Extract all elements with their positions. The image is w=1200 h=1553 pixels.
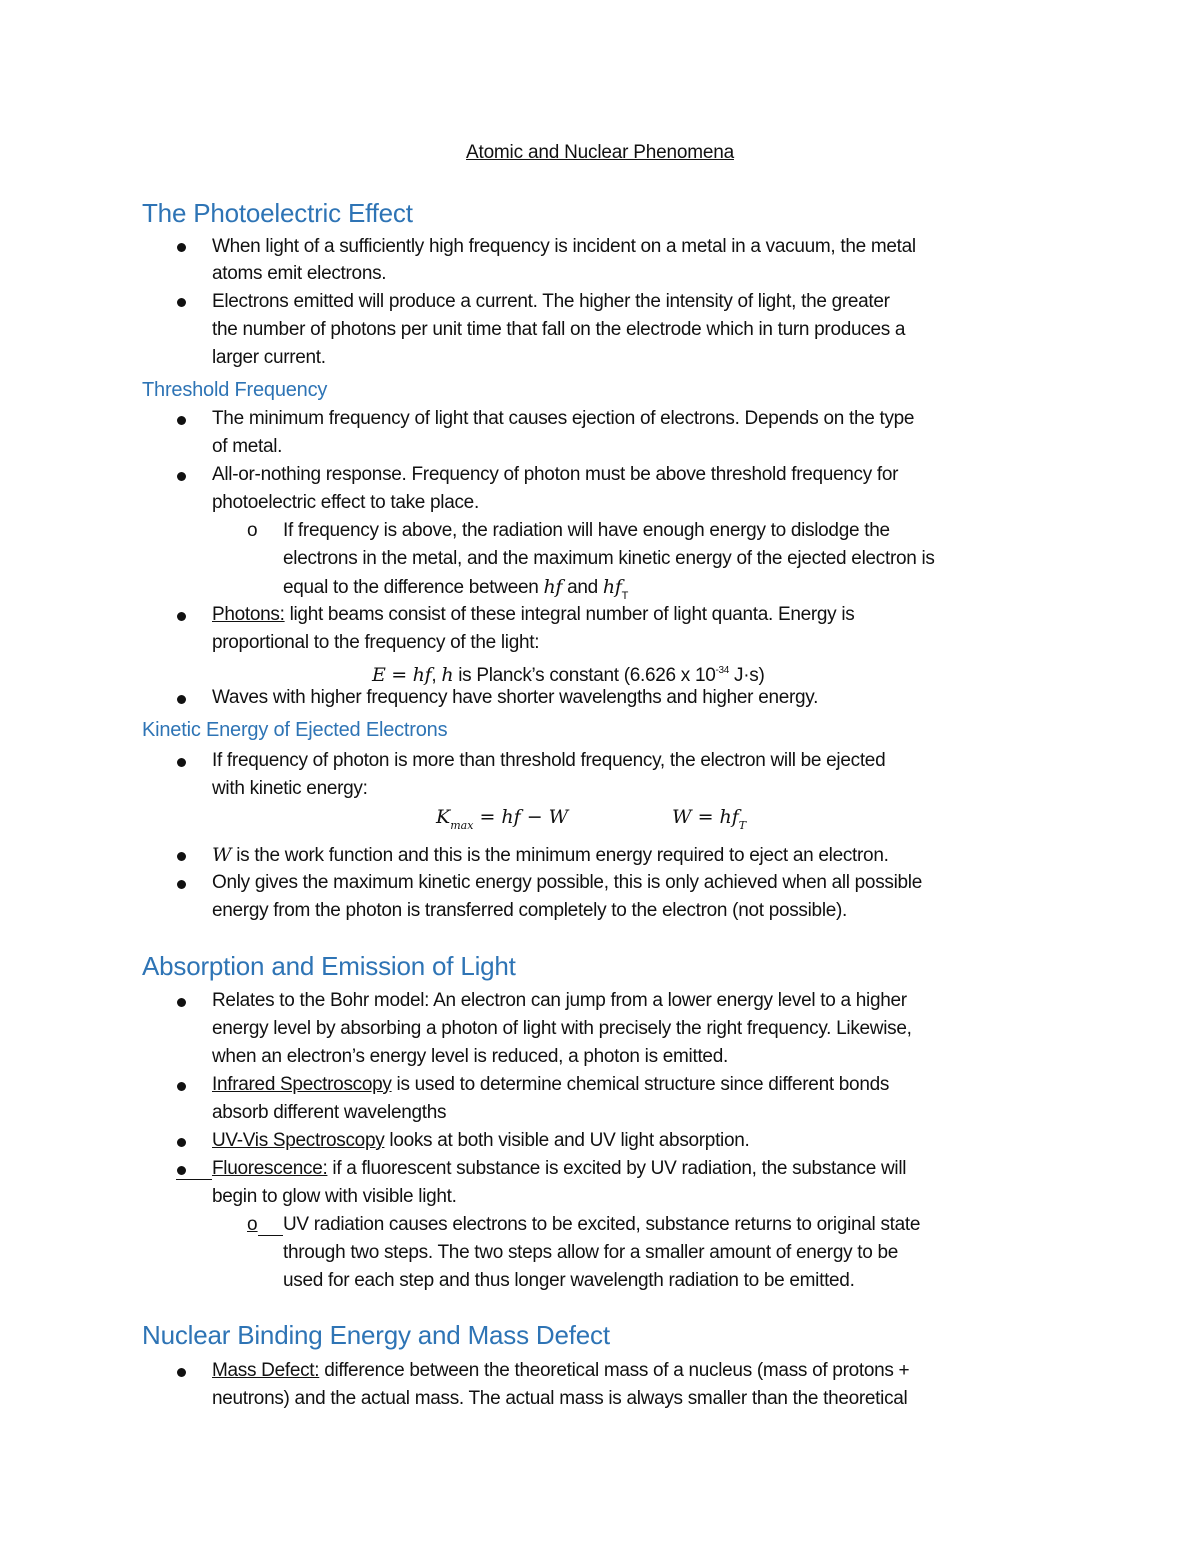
- text-line: All-or-nothing response. Frequency of photon must be above threshold frequency for: [212, 464, 899, 485]
- text-line: through two steps. The two steps allow for a smaller amount of energy to be: [283, 1242, 899, 1263]
- heading-threshold-frequency: Threshold Frequency: [142, 379, 328, 401]
- text-line: when an electron’s energy level is reduced, a photon is emitted.: [212, 1046, 728, 1067]
- bullet-icon: [177, 695, 186, 704]
- bullet-icon: [177, 243, 186, 252]
- bullet-icon: [177, 1138, 186, 1147]
- text-line: Photons: light beams consist of these integral number of light quanta. Energy is: [212, 604, 855, 625]
- text-line: used for each step and thus longer wavelength radiation to be emitted.: [283, 1270, 855, 1291]
- text-line: Electrons emitted will produce a current. The higher the intensity of light, the greater: [212, 291, 890, 312]
- text-line: absorb different wavelengths: [212, 1102, 447, 1123]
- text-line: neutrons) and the actual mass. The actual mass is always smaller than the theoretical: [212, 1388, 908, 1409]
- bullet-icon: [177, 612, 186, 621]
- text-line: Mass Defect: difference between the theoretical mass of a nucleus (mass of protons +: [212, 1360, 910, 1381]
- bullet-icon: [177, 1368, 186, 1377]
- kinetic-energy-equation: $K_{max}$ = hf − W: [436, 806, 569, 832]
- bullet-icon: [177, 852, 186, 861]
- text-line: with kinetic energy:: [212, 778, 368, 799]
- sub-bullet-icon: o: [247, 1214, 258, 1235]
- term-mass-defect: Mass Defect:: [212, 1360, 320, 1381]
- text-line: When light of a sufficiently high frequency is incident on a metal in a vacuum, the metal: [212, 236, 916, 257]
- bullet-icon: [177, 416, 186, 425]
- underline-decoration: [258, 1235, 283, 1236]
- bullet-icon: [177, 472, 186, 481]
- text-line: atoms emit electrons.: [212, 263, 387, 284]
- bullet-icon: [177, 998, 186, 1007]
- heading-photoelectric-effect: The Photoelectric Effect: [142, 198, 413, 228]
- heading-kinetic-energy: Kinetic Energy of Ejected Electrons: [142, 719, 448, 741]
- text-line: Relates to the Bohr model: An electron can jump from a lower energy level to a higher: [212, 990, 907, 1011]
- bullet-icon: [177, 758, 186, 767]
- heading-nuclear-binding-energy: Nuclear Binding Energy and Mass Defect: [142, 1320, 610, 1350]
- sub-bullet-icon: o: [247, 520, 258, 541]
- term-photons: Photons:: [212, 604, 285, 625]
- text-line: Fluorescence: if a fluorescent substance is excited by UV radiation, the substance will: [212, 1158, 907, 1179]
- text-line: photoelectric effect to take place.: [212, 492, 479, 513]
- bullet-icon: [177, 880, 186, 889]
- bullet-icon: [177, 1082, 186, 1091]
- underline-decoration: [176, 1179, 212, 1180]
- planck-equation: E = hf, h is Planck’s constant (6.626 x $10^{-34}$ J·s): [372, 664, 765, 686]
- text-line: The minimum frequency of light that causes ejection of electrons. Depends on the type: [212, 408, 915, 429]
- text-line: electrons in the metal, and the maximum kinetic energy of the ejected electron is: [283, 548, 935, 569]
- text-line: UV radiation causes electrons to be excited, substance returns to original state: [283, 1214, 921, 1235]
- text-line: Only gives the maximum kinetic energy possible, this is only achieved when all possible: [212, 872, 922, 893]
- heading-absorption-emission: Absorption and Emission of Light: [142, 951, 516, 981]
- text-line: UV-Vis Spectroscopy looks at both visible and UV light absorption.: [212, 1130, 750, 1151]
- term-infrared-spectroscopy: Infrared Spectroscopy: [212, 1074, 392, 1095]
- text-line: If frequency of photon is more than threshold frequency, the electron will be ejected: [212, 750, 886, 771]
- bullet-icon: [177, 1166, 186, 1175]
- bullet-icon: [177, 298, 186, 307]
- text-line: W is the work function and this is the minimum energy required to eject an electron.: [212, 844, 889, 866]
- text-line: energy from the photon is transferred completely to the electron (not possible).: [212, 900, 848, 921]
- text-line: energy level by absorbing a photon of light with precisely the right frequency. Likewise,: [212, 1018, 912, 1039]
- text-line: of metal.: [212, 436, 283, 457]
- text-line: Waves with higher frequency have shorter wavelengths and higher energy.: [212, 687, 819, 708]
- term-uv-vis-spectroscopy: UV-Vis Spectroscopy: [212, 1130, 385, 1151]
- text-line: Infrared Spectroscopy is used to determine chemical structure since different bonds: [212, 1074, 890, 1095]
- text-line: the number of photons per unit time that fall on the electrode which in turn produces a: [212, 319, 906, 340]
- text-line: equal to the difference between hf and $hf_T$: [283, 576, 629, 602]
- document-title: Atomic and Nuclear Phenomena: [466, 142, 734, 163]
- text-line: If frequency is above, the radiation will have enough energy to dislodge the: [283, 520, 890, 541]
- text-line: begin to glow with visible light.: [212, 1186, 457, 1207]
- text-line: larger current.: [212, 347, 326, 368]
- term-fluorescence: Fluorescence:: [212, 1158, 328, 1179]
- text-line: proportional to the frequency of the light:: [212, 632, 540, 653]
- work-function-equation: $W = hf_T$: [672, 806, 747, 832]
